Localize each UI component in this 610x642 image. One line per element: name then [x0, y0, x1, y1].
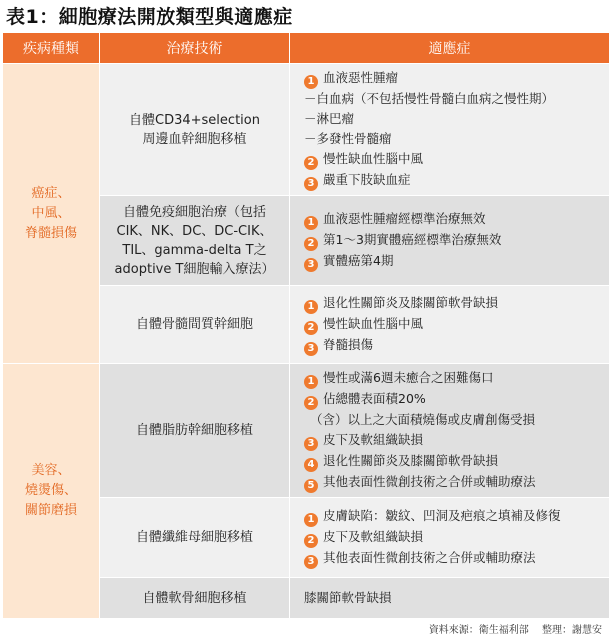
- technique-line: 自體骨髓間質幹細胞: [135, 317, 253, 332]
- source-credit: 資料來源：衛生福利部: [428, 625, 529, 636]
- indication-cell: [290, 64, 610, 196]
- number-badge-icon: 3: [304, 258, 318, 272]
- category-line: 燒燙傷、: [24, 483, 77, 498]
- number-badge-icon: 1: [304, 513, 318, 527]
- category-line: 中風、: [31, 205, 71, 221]
- indication-text: 其他表面性微創技術之合併或輔助療法: [323, 550, 536, 565]
- indication-item: [304, 89, 609, 109]
- indication-item: [304, 209, 609, 230]
- header-technique: 治療技術: [100, 33, 290, 64]
- technique-line: 自體脂肪幹細胞移植: [135, 423, 253, 438]
- indication-item: [304, 230, 609, 251]
- indication-text: －白血病（不包括慢性骨髓白血病之慢性期）: [304, 91, 555, 106]
- indication-cell: [290, 578, 610, 619]
- therapy-table: [2, 32, 610, 619]
- technique-line: 自體纖維母細胞移植: [135, 530, 253, 545]
- indication-item: [304, 389, 609, 410]
- number-badge-icon: 2: [304, 321, 318, 335]
- technique-line: TIL、gamma-delta T之: [122, 242, 267, 258]
- number-badge-icon: 4: [304, 458, 318, 472]
- technique-cell: [100, 498, 290, 578]
- number-badge-icon: 1: [304, 300, 318, 314]
- indication-item: [304, 68, 609, 89]
- table-row: [3, 364, 610, 498]
- number-badge-icon: 3: [304, 342, 318, 356]
- technique-cell: [100, 196, 290, 286]
- indication-item: [304, 335, 609, 356]
- number-badge-icon: 3: [304, 555, 318, 569]
- technique-line: adoptive T細胞輸入療法）: [114, 261, 275, 277]
- indication-text: 膝關節軟骨缺損: [304, 590, 392, 605]
- category-line: 癌症、: [31, 185, 71, 201]
- category-line: 關節磨損: [24, 503, 77, 518]
- indication-text: 皮下及軟組織缺損: [323, 529, 424, 544]
- indication-item: [304, 170, 609, 191]
- indication-text: －多發性骨髓瘤: [304, 131, 392, 146]
- number-badge-icon: 1: [304, 216, 318, 230]
- indication-cell: [290, 286, 610, 364]
- indication-text: 第1～3期實體癌經標準治療無效: [323, 232, 502, 247]
- indication-text: 實體癌第4期: [323, 253, 394, 268]
- number-badge-icon: 2: [304, 237, 318, 251]
- technique-cell: [100, 64, 290, 196]
- technique-line: CIK、NK、DC、DC-CIK、: [116, 223, 273, 239]
- indication-item: [304, 588, 609, 608]
- header-indication: 適應症: [290, 33, 610, 64]
- technique-cell: [100, 578, 290, 619]
- indication-item: [304, 472, 609, 493]
- indication-text: （含）以上之大面積燒傷或皮膚創傷受損: [310, 412, 536, 427]
- number-badge-icon: 3: [304, 177, 318, 191]
- indication-item: [304, 293, 609, 314]
- indication-text: 皮下及軟組織缺損: [323, 432, 424, 447]
- technique-line: 自體CD34+selection: [129, 112, 260, 128]
- header-category: 疾病種類: [3, 33, 100, 64]
- number-badge-icon: 1: [304, 75, 318, 89]
- indication-item: [304, 430, 609, 451]
- indication-item: [304, 368, 609, 389]
- indication-text: 血液惡性腫瘤經標準治療無效: [323, 211, 486, 226]
- indication-cell: [290, 196, 610, 286]
- credits: [419, 621, 602, 636]
- header-row: [3, 33, 610, 64]
- indication-item: [304, 149, 609, 170]
- table-row: [3, 64, 610, 196]
- technique-line: 自體軟骨細胞移植: [142, 590, 247, 606]
- technique-cell: [100, 286, 290, 364]
- indication-text: 脊髓損傷: [323, 337, 374, 352]
- indication-item: [304, 410, 609, 430]
- technique-line: 自體免疫細胞治療（包括: [122, 204, 266, 220]
- indication-item: [304, 251, 609, 272]
- table-title: 表1：細胞療法開放類型與適應症: [6, 6, 293, 28]
- number-badge-icon: 5: [304, 479, 318, 493]
- category-line: 脊髓損傷: [24, 225, 77, 241]
- indication-text: 嚴重下肢缺血症: [323, 172, 411, 187]
- number-badge-icon: 3: [304, 437, 318, 451]
- indication-text: 退化性關節炎及膝關節軟骨缺損: [323, 453, 499, 468]
- editor-credit: 整理：謝慧安: [542, 625, 602, 636]
- technique-line: 周邊血幹細胞移植: [142, 131, 247, 147]
- indication-cell: [290, 364, 610, 498]
- indication-text: 其他表面性微創技術之合併或輔助療法: [323, 474, 536, 489]
- indication-text: －淋巴瘤: [304, 111, 355, 126]
- category-beauty-burns: [3, 364, 100, 619]
- indication-item: [304, 548, 609, 569]
- indication-item: [304, 506, 609, 527]
- indication-item: [304, 314, 609, 335]
- indication-text: 退化性關節炎及膝關節軟骨缺損: [323, 295, 499, 310]
- category-cancer-stroke: [3, 64, 100, 364]
- indication-item: [304, 109, 609, 129]
- indication-item: [304, 129, 609, 149]
- indication-item: [304, 527, 609, 548]
- indication-text: 慢性缺血性腦中風: [323, 151, 424, 166]
- technique-cell: [100, 364, 290, 498]
- indication-cell: [290, 498, 610, 578]
- indication-text: 佔總體表面積20%: [323, 391, 426, 406]
- indication-text: 慢性缺血性腦中風: [323, 316, 424, 331]
- indication-text: 慢性或滿6週未癒合之困難傷口: [323, 370, 494, 385]
- number-badge-icon: 2: [304, 156, 318, 170]
- number-badge-icon: 2: [304, 534, 318, 548]
- number-badge-icon: 2: [304, 396, 318, 410]
- category-line: 美容、: [31, 463, 71, 478]
- indication-text: 血液惡性腫瘤: [323, 70, 399, 85]
- indication-text: 皮膚缺陷：皺紋、凹洞及疤痕之填補及修復: [323, 508, 561, 523]
- number-badge-icon: 1: [304, 375, 318, 389]
- indication-item: [304, 451, 609, 472]
